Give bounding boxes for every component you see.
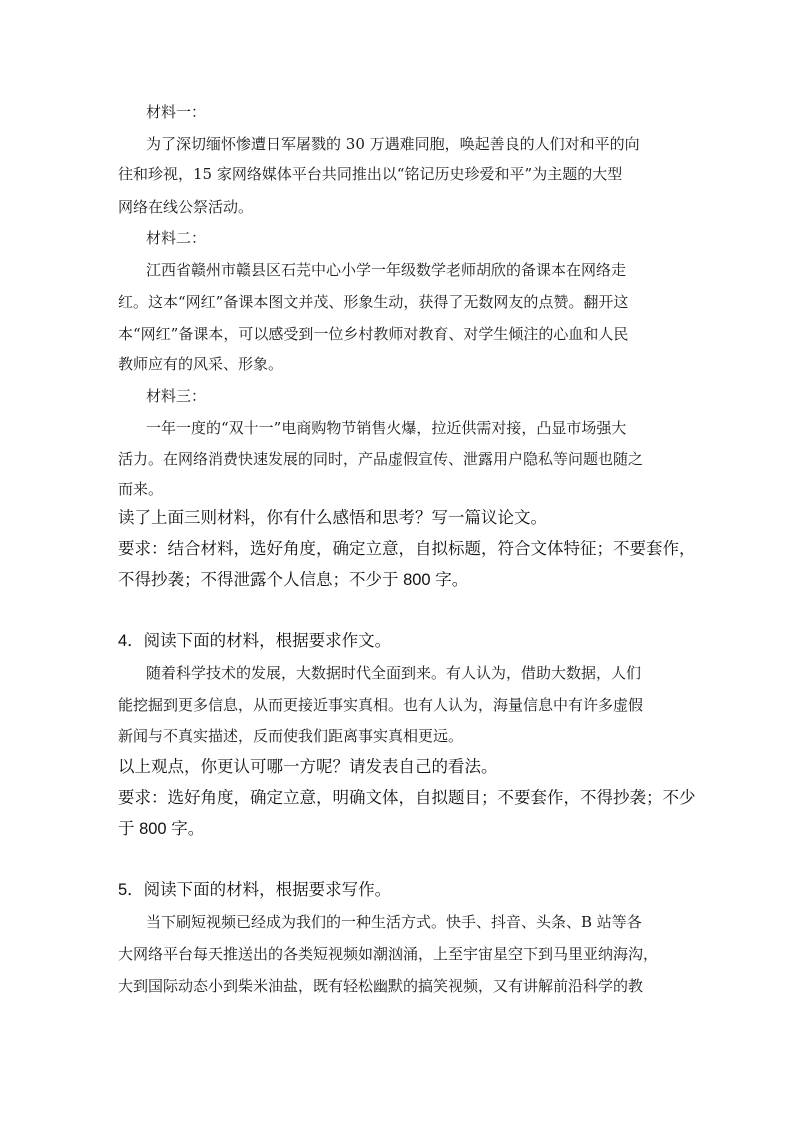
material-1-line: 往和珍视，15 家网络媒体平台共同推出以“铭记历史珍爱和平”为主题的大型 — [118, 165, 623, 183]
q4-material-line: 能挖掘到更多信息，从而更接近事实真相。也有人认为，海量信息中有许多虚假 — [118, 696, 644, 714]
q4-requirement-line: 于 800 字。 — [118, 820, 205, 838]
material-heading-2: 材料二： — [146, 229, 207, 247]
material-2-line: 教师应有的风采、形象。 — [118, 355, 284, 373]
q4-requirement-line: 要求：选好角度，确定立意，明确文体，自拟题目；不要套作，不得抄袭；不少 — [118, 789, 696, 807]
material-heading-3: 材料三： — [146, 387, 207, 405]
q3-requirement-line: 不得抄袭；不得泄露个人信息；不少于 800 字。 — [118, 571, 469, 589]
material-2-line: 红。这本“网红”备课本图文并茂、形象生动，获得了无数网友的点赞。翻开这 — [118, 293, 629, 311]
material-1-line: 为了深切缅怀惨遭日军屠戮的 30 万遇难同胞，唤起善良的人们对和平的向 — [146, 135, 640, 153]
q4-material-line: 新闻与不真实描述，反而使我们距离事实真相更远。 — [118, 727, 464, 745]
q4-title: 4．阅读下面的材料，根据要求作文。 — [118, 632, 392, 650]
q5-material-line: 大到国际动态小到柴米油盐，既有轻松幽默的搞笑视频，又有讲解前沿科学的教 — [118, 977, 644, 995]
material-3-line: 活力。在网络消费快速发展的同时，产品虚假宣传、泄露用户隐私等问题也随之 — [118, 450, 644, 468]
material-1-line: 网络在线公祭活动。 — [118, 198, 254, 216]
q4-prompt: 以上观点，你更认可哪一方呢？请发表自己的看法。 — [118, 758, 498, 776]
q5-material-line: 当下刷短视频已经成为我们的一种生活方式。快手、抖音、头条、B 站等各 — [146, 913, 642, 931]
q4-material-line: 随着科学技术的发展，大数据时代全面到来。有人认为，借助大数据，人们 — [146, 664, 642, 682]
material-2-line: 江西省赣州市赣县区石芫中心小学一年级数学老师胡欣的备课本在网络走 — [146, 261, 627, 279]
q3-prompt: 读了上面三则材料，你有什么感悟和思考？写一篇议论文。 — [118, 509, 547, 527]
q5-material-line: 大网络平台每天推送出的各类短视频如潮汹涌，上至宇宙星空下到马里亚纳海沟， — [118, 945, 659, 963]
q3-requirement-line: 要求：结合材料，选好角度，确定立意，自拟标题，符合文体特征；不要套作， — [118, 540, 696, 558]
material-3-line: 而来。 — [118, 480, 164, 498]
material-2-line: 本“网红”备课本，可以感受到一位乡村教师对教育、对学生倾注的心血和人民 — [118, 325, 629, 343]
material-heading-1: 材料一： — [146, 103, 207, 121]
material-3-line: 一年一度的“双十一”电商购物节销售火爆，拉近供需对接，凸显市场强大 — [146, 419, 627, 437]
q5-title: 5．阅读下面的材料，根据要求写作。 — [118, 881, 392, 899]
